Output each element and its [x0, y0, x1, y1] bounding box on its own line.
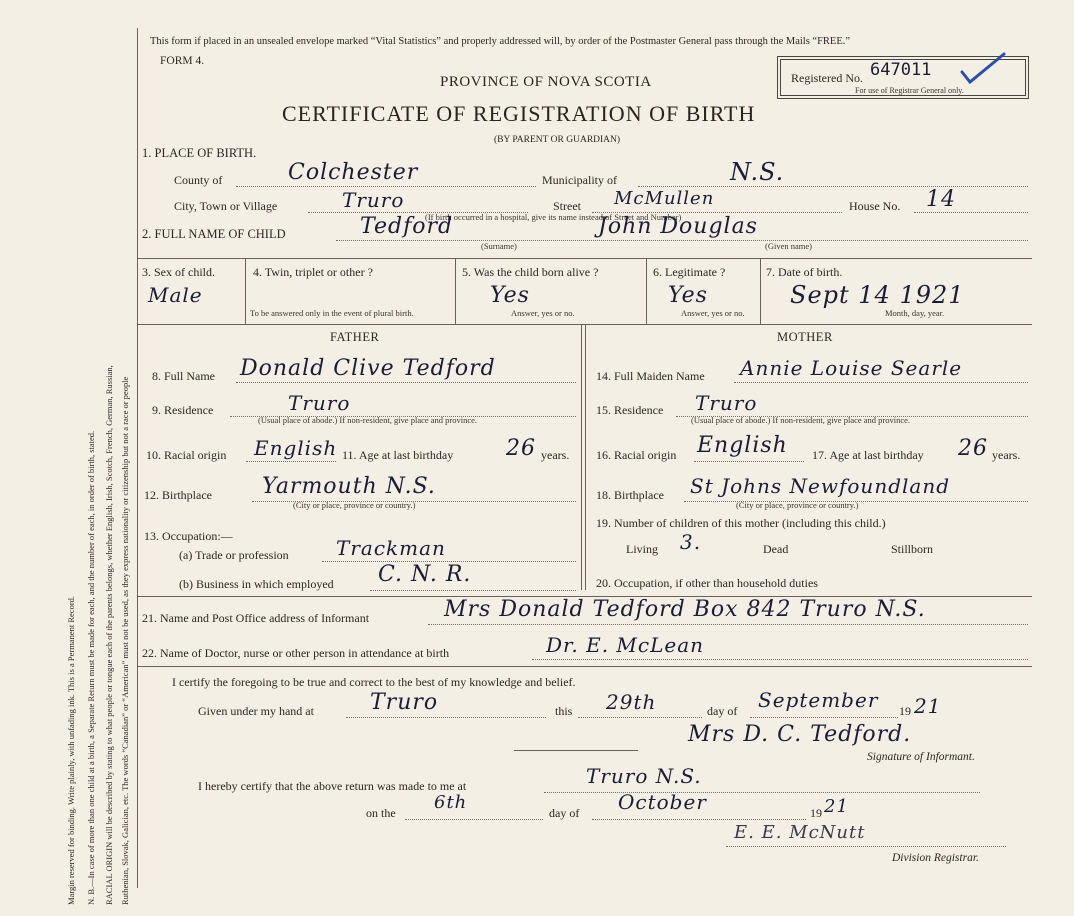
margin-note-binding: Margin reserved for binding. Write plainly, with unfading ink. This is a Permanent Record.: [66, 595, 76, 905]
occupation-label: 13. Occupation:—: [144, 529, 233, 543]
stillborn-label: Stillborn: [891, 542, 934, 556]
sex-label: 3. Sex of child.: [142, 265, 215, 279]
twin-note: To be answered only in the event of plural birth.: [250, 308, 414, 318]
living-label: Living: [626, 542, 658, 556]
father-age: 26: [506, 436, 536, 461]
legitimate-value: Yes: [668, 283, 708, 308]
signature-label: Signature of Informant.: [867, 751, 975, 763]
father-birthplace-note: (City or place, province or country.): [293, 500, 416, 510]
given-name-label: (Given name): [765, 241, 812, 251]
mother-age-years: years.: [992, 448, 1021, 462]
father-racial: English: [254, 436, 338, 460]
trade-label: (a) Trade or profession: [179, 548, 289, 562]
father-name-label: 8. Full Name: [152, 369, 215, 383]
legitimate-label: 6. Legitimate ?: [653, 265, 726, 279]
mother-occupation-label: 20. Occupation, if other than household duties: [596, 576, 818, 590]
doctor-label: 22. Name of Doctor, nurse or other person in attendance at birth: [142, 646, 450, 660]
mother-birthplace-note: (City or place, province or country.): [736, 500, 859, 510]
province-heading: PROVINCE OF NOVA SCOTIA: [440, 74, 652, 90]
mother-age-label: 17. Age at last birthday: [812, 448, 924, 462]
municipality-value: N.S.: [730, 158, 785, 186]
place-of-birth-label: 1. PLACE OF BIRTH.: [142, 146, 257, 160]
mother-residence: Truro: [695, 391, 758, 415]
informant-signature: Mrs D. C. Tedford.: [688, 722, 912, 747]
alive-label: 5. Was the child born alive ?: [462, 265, 599, 279]
return-month: October: [618, 790, 707, 814]
business-label: (b) Business in which employed: [179, 577, 334, 591]
this-label: this: [555, 704, 573, 718]
mother-birthplace: St Johns Newfoundland: [690, 474, 951, 498]
hospital-note: (If birth occurred in a hospital, give its name instead of Street and Number): [425, 212, 682, 222]
twin-label: 4. Twin, triplet or other ?: [253, 265, 373, 279]
mother-racial-label: 16. Racial origin: [596, 448, 677, 462]
dead-label: Dead: [763, 542, 789, 556]
return-day-of: day of: [549, 806, 580, 820]
father-age-label: 11. Age at last birthday: [342, 448, 454, 462]
certificate-subtitle: (BY PARENT OR GUARDIAN): [494, 135, 621, 145]
county-label: County of: [174, 173, 223, 187]
dob-note: Month, day, year.: [885, 308, 945, 318]
mother-residence-label: 15. Residence: [596, 403, 664, 417]
sex-value: Male: [148, 283, 203, 307]
mother-name: Annie Louise Searle: [740, 356, 963, 380]
father-residence-label: 9. Residence: [152, 403, 214, 417]
margin-note-multiple-births: N. B.—In case of more than one child at a birth, a Separate Return must be made for each, and the number of each, in order of birth, stated.: [86, 430, 96, 905]
given-place: Truro: [370, 690, 439, 715]
street-label: Street: [553, 199, 581, 213]
mother-name-label: 14. Full Maiden Name: [596, 369, 705, 383]
given-label: Given under my hand at: [198, 704, 314, 718]
cert-day: 29th: [606, 690, 657, 714]
certify-text: I certify the foregoing to be true and correct to the best of my knowledge and belief.: [172, 675, 576, 689]
business-value: C. N. R.: [378, 562, 472, 587]
informant-label: 21. Name and Post Office address of Informant: [142, 611, 370, 625]
registrar-label: Division Registrar.: [892, 852, 979, 864]
county-value: Colchester: [288, 160, 419, 185]
child-name-label: 2. FULL NAME OF CHILD: [142, 227, 286, 241]
dob-label: 7. Date of birth.: [766, 265, 843, 279]
mother-residence-note: (Usual place of abode.) If non-resident, give place and province.: [691, 415, 911, 425]
mother-age: 26: [958, 436, 988, 461]
alive-value: Yes: [490, 283, 530, 308]
day-of-label: day of: [707, 704, 738, 718]
registrar-signature: E. E. McNutt: [734, 822, 866, 843]
mother-birthplace-label: 18. Birthplace: [596, 488, 664, 502]
father-age-years: years.: [541, 448, 570, 462]
return-year: 21: [824, 796, 849, 817]
doctor-value: Dr. E. McLean: [546, 633, 705, 657]
city-label: City, Town or Village: [174, 199, 278, 213]
municipality-label: Municipality of: [542, 173, 617, 187]
father-birthplace: Yarmouth N.S.: [262, 474, 436, 499]
return-year-prefix: 19: [810, 806, 822, 820]
cert-month: September: [758, 688, 879, 712]
father-racial-label: 10. Racial origin: [146, 448, 227, 462]
mother-racial: English: [697, 433, 788, 458]
city-value: Truro: [342, 188, 405, 212]
mother-heading: MOTHER: [777, 330, 833, 344]
trade-value: Trackman: [336, 536, 446, 560]
alive-note: Answer, yes or no.: [511, 308, 575, 318]
margin-note-racial-origin: RACIAL ORIGIN will be described by stating to what people or tongue each of the parents belongs, whether English, Irish, Scotch, French, German, Russian,: [104, 365, 114, 905]
form-number: FORM 4.: [160, 55, 205, 67]
checkmark-icon: [958, 52, 1008, 93]
father-residence-note: (Usual place of abode.) If non-resident, give place and province.: [258, 415, 478, 425]
mail-notice: This form if placed in an unsealed envelope marked “Vital Statistics” and properly addressed will, by order of the Postmaster General pass through the Mails “FREE.”: [150, 36, 851, 47]
living-value: 3.: [680, 530, 702, 554]
father-residence: Truro: [288, 391, 351, 415]
certificate-title: CERTIFICATE OF REGISTRATION OF BIRTH: [282, 101, 756, 126]
informant-value: Mrs Donald Tedford Box 842 Truro N.S.: [444, 597, 926, 622]
father-heading: FATHER: [330, 330, 380, 344]
father-birthplace-label: 12. Birthplace: [144, 488, 212, 502]
cert-year: 21: [914, 694, 942, 718]
house-value: 14: [926, 187, 956, 212]
margin-note-racial-origin-cont: Ruthenian, Slovak, Galician, etc. The words “Canadian” or “American” must not be used, as they express nationality or citizenship but not a race or people: [120, 376, 130, 905]
return-text: I hereby certify that the above return was made to me at: [198, 779, 467, 793]
dob-value: Sept 14 1921: [790, 281, 965, 309]
registered-note: For use of Registrar General only.: [855, 86, 964, 95]
father-name: Donald Clive Tedford: [240, 356, 496, 381]
street-value: McMullen: [614, 188, 715, 209]
legitimate-note: Answer, yes or no.: [681, 308, 745, 318]
return-day: 6th: [434, 792, 468, 813]
house-label: House No.: [849, 199, 901, 213]
on-the-label: on the: [366, 806, 396, 820]
children-count-label: 19. Number of children of this mother (including this child.): [596, 516, 886, 530]
registered-number: 647011: [870, 60, 932, 80]
year-prefix: 19: [899, 704, 911, 718]
surname-label: (Surname): [481, 241, 517, 251]
child-surname: Tedford: [360, 214, 454, 239]
return-place: Truro N.S.: [586, 764, 702, 788]
child-given-name: John Douglas: [598, 214, 758, 239]
registered-label: Registered No.: [791, 71, 863, 85]
